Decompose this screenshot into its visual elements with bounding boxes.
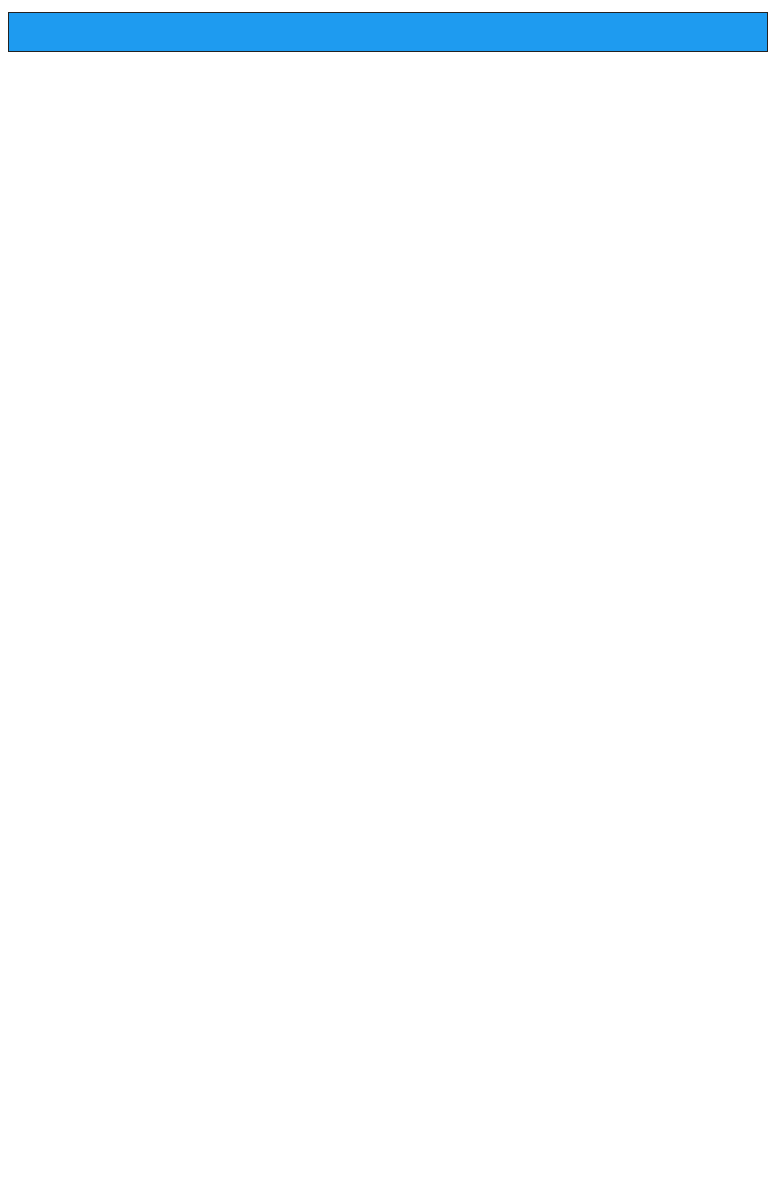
spec-sheet xyxy=(8,12,768,52)
air-cooling-header xyxy=(8,12,768,52)
